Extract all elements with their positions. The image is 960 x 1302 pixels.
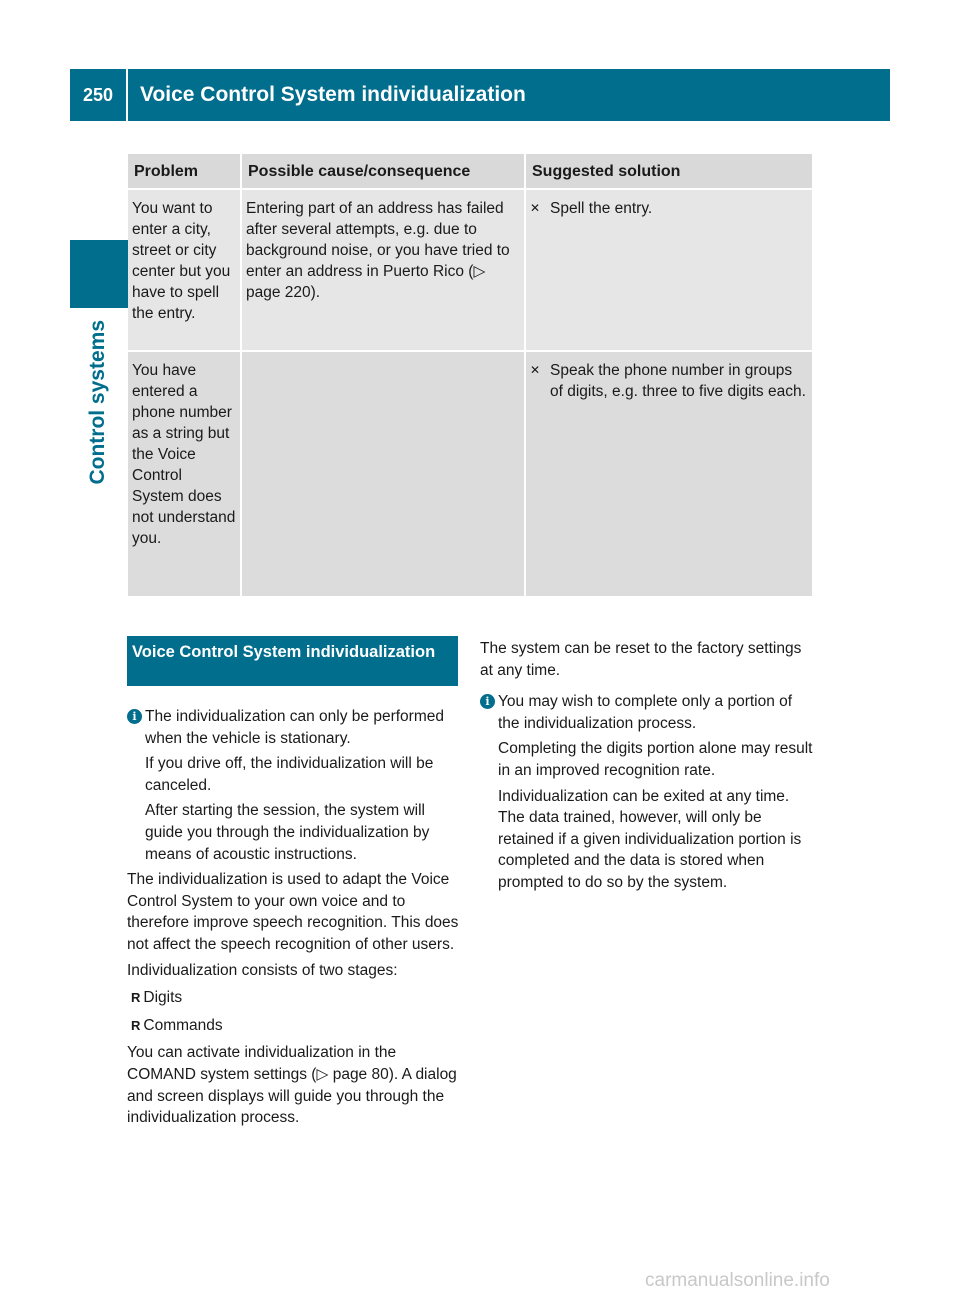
solution-text: Spell the entry.	[550, 200, 653, 217]
info-text: You may wish to complete only a portion of the individualization process.	[498, 693, 793, 732]
page-title: Voice Control System individualization	[140, 83, 526, 106]
solution-cell	[526, 350, 812, 596]
section-heading: Voice Control System individualization	[127, 636, 458, 686]
body-paragraph: You can activate individualization in the COMAND system settings (▷ page 80). A dialog and screen displays will guide you through the individualization process.	[127, 1044, 457, 1127]
left-column	[127, 706, 462, 1133]
list-item-text: Commands	[143, 1016, 223, 1034]
info-icon: i	[480, 694, 495, 709]
info-text: The individualization can only be performed when the vehicle is stationary.	[145, 708, 444, 747]
footer-watermark: carmanualsonline.info	[645, 1270, 830, 1291]
solution-cell	[526, 188, 812, 350]
info-note	[127, 706, 462, 865]
table-header-row	[128, 154, 812, 188]
column-header: Problem	[128, 154, 240, 188]
side-tab-marker	[70, 240, 128, 308]
body-paragraph: The system can be reset to the factory settings at any time.	[480, 640, 802, 679]
info-text: If you drive off, the individualization will be canceled.	[145, 755, 434, 794]
problem-cell: You have entered a phone number as a string but the Voice Control System does not understand you.	[128, 350, 240, 596]
page-number: 250	[70, 69, 128, 121]
table-row	[128, 188, 812, 350]
list-item-text: Digits	[143, 989, 183, 1007]
problem-cell: You want to enter a city, street or city center but you have to spell the entry.	[128, 188, 240, 350]
right-column	[480, 638, 813, 898]
list-item	[127, 987, 462, 1009]
info-text: Individualization can be exited at any time. The data trained, however, will only be retained if a given individualization portion is completed and the data is stored when prompted to do so by the system.	[498, 787, 802, 891]
info-icon: i	[127, 709, 142, 724]
body-paragraph: Individualization consists of two stages:	[127, 961, 398, 979]
body-paragraph: The individualization is used to adapt the Voice Control System to your own voice and to therefore improve speech recognition. This does not affect the speech recognition of other users.	[127, 871, 459, 953]
bullet-icon: R	[131, 990, 141, 1006]
info-text: Completing the digits portion alone may result in an improved recognition rate.	[498, 740, 813, 779]
info-text: After starting the session, the system will guide you through the individualization by means of acoustic instructions.	[145, 802, 430, 863]
column-header: Suggested solution	[526, 154, 812, 188]
column-header: Possible cause/consequence	[242, 154, 524, 188]
table-row	[128, 350, 812, 596]
cause-cell: Entering part of an address has failed after several attempts, e.g. due to background noise, or you have tried to enter an address in Puerto Rico (▷ page 220).	[242, 188, 524, 350]
troubleshooting-table	[126, 154, 814, 596]
x-bullet-icon: ✕	[530, 201, 541, 215]
list-item	[127, 1015, 462, 1037]
cause-cell	[242, 350, 524, 596]
solution-text: Speak the phone number in groups of digits, e.g. three to five digits each.	[550, 362, 806, 400]
x-bullet-icon: ✕	[530, 363, 541, 377]
info-note	[480, 691, 813, 893]
side-label	[78, 320, 118, 560]
bullet-icon: R	[131, 1017, 141, 1033]
side-label-text: Control systems	[86, 320, 109, 485]
